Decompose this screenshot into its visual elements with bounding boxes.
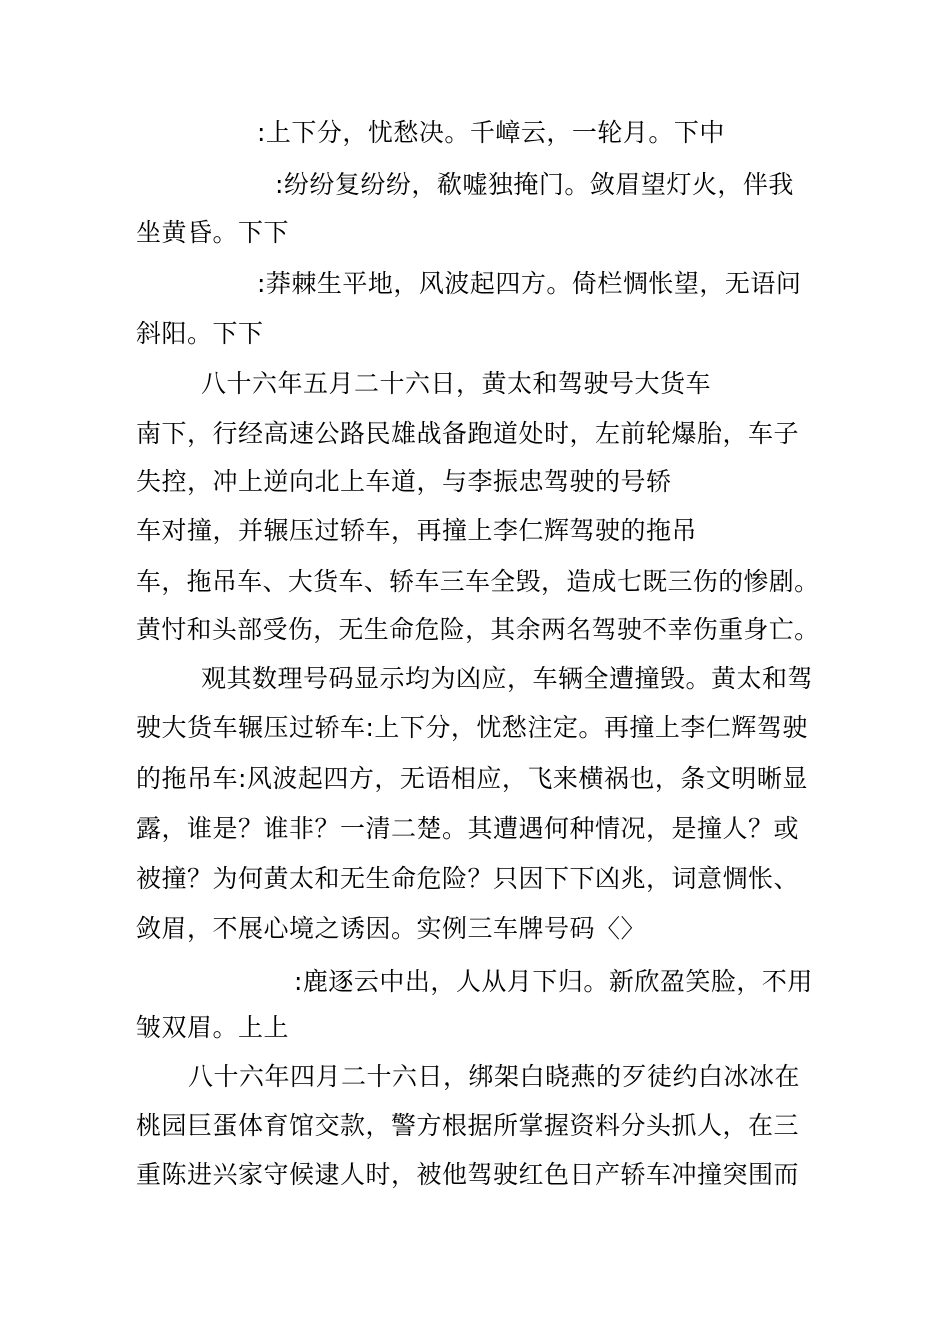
text-line: 观其数理号码显示均为凶应，车辆全遭撞毁。黄太和驾 bbox=[201, 664, 814, 693]
text-line: 车对撞，并辗压过轿车，再撞上李仁辉驾驶的拖吊 bbox=[136, 516, 698, 545]
text-line: :莽棘生平地，风波起四方。倚栏惆怅望，无语问 bbox=[257, 269, 802, 298]
text-line: :上下分，忧愁决。千嶂云，一轮月。下中 bbox=[257, 118, 725, 147]
text-line: 露，谁是？谁非？一清二楚。其遭遇何种情况，是撞人？或 bbox=[136, 814, 800, 843]
text-line: 被撞？为何黄太和无生命危险？只因下下凶兆，词意惆怅、 bbox=[136, 864, 800, 893]
text-line: :纷纷复纷纷，欷嘘独掩门。敛眉望灯火，伴我 bbox=[275, 170, 794, 199]
text-line: 南下，行经高速公路民雄战备跑道处时，左前轮爆胎，车子 bbox=[136, 419, 800, 448]
text-line: 敛眉，不展心境之诱因。实例三车牌号码〈〉 bbox=[136, 914, 647, 943]
text-line: 皱双眉。上上 bbox=[136, 1013, 290, 1042]
text-line: 失控，冲上逆向北上车道，与李振忠驾驶的号轿 bbox=[136, 467, 672, 496]
text-line: 八十六年四月二十六日，绑架白晓燕的歹徒约白冰冰在 bbox=[188, 1062, 801, 1091]
text-line: 桃园巨蛋体育馆交款，警方根据所掌握资料分头抓人，在三 bbox=[136, 1111, 800, 1140]
text-line: 坐黄昏。下下 bbox=[136, 218, 290, 247]
text-line: 黄忖和头部受伤，无生命危险，其余两名驾驶不幸伤重身亡。 bbox=[136, 615, 820, 644]
text-line: :鹿逐云中出，人从月下归。新欣盈笑脸，不用 bbox=[294, 967, 813, 996]
text-line: 车，拖吊车、大货车、轿车三车全毁，造成七既三伤的惨剧。 bbox=[136, 567, 820, 596]
text-line: 八十六年五月二十六日，黄太和驾驶号大货车 bbox=[201, 369, 712, 398]
text-line: 重陈进兴家守候逮人时，被他驾驶红色日产轿车冲撞突围而 bbox=[136, 1160, 800, 1189]
text-line: 驶大货车辗压过轿车:上下分，忧愁注定。再撞上李仁辉驾驶 bbox=[136, 713, 808, 742]
text-line: 斜阳。下下 bbox=[136, 319, 264, 348]
text-line: 的拖吊车:风波起四方，无语相应，飞来横祸也，条文明晰显 bbox=[136, 764, 808, 793]
